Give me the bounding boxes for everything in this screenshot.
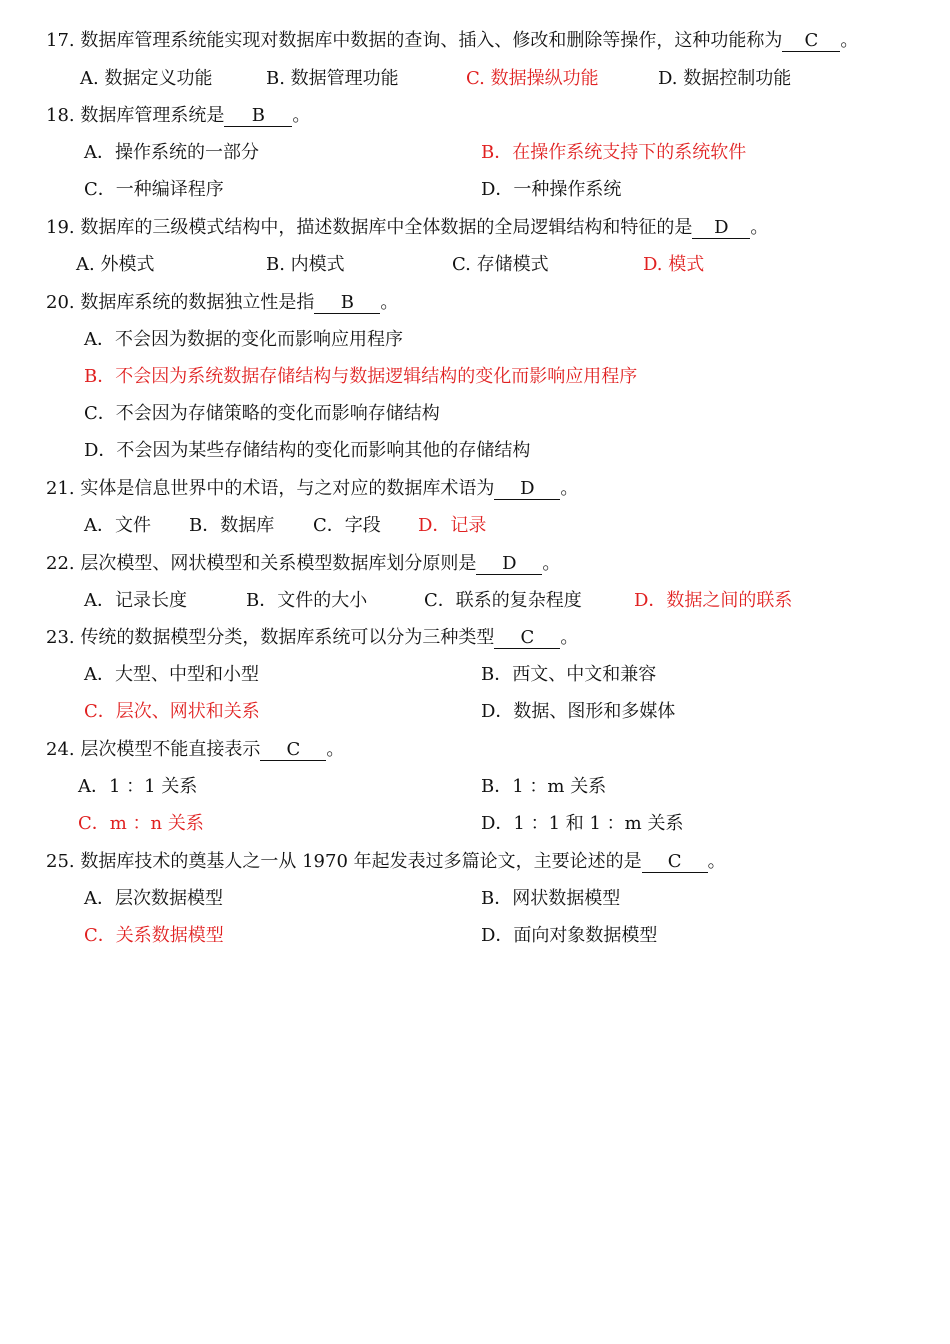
option-23-b: B．西文、中文和兼容 <box>481 664 657 685</box>
question-24-stem <box>46 739 344 761</box>
question-number: 20. <box>46 292 75 313</box>
option-21-c: C．字段 <box>313 515 381 536</box>
question-22-stem <box>46 553 560 575</box>
option-22-b: B．文件的大小 <box>246 590 368 611</box>
question-end: 。 <box>380 292 399 313</box>
answer-blank: B <box>224 106 292 127</box>
option-19-c: C. 存储模式 <box>452 254 549 275</box>
question-number: 24. <box>46 739 75 760</box>
question-text: 数据库管理系统能实现对数据库中数据的查询、插入、修改和删除等操作，这种功能称为 <box>80 30 783 51</box>
question-end: 。 <box>326 739 345 760</box>
question-end: 。 <box>707 851 726 872</box>
question-text: 数据库管理系统是 <box>80 105 225 126</box>
question-number: 23. <box>46 627 75 648</box>
option-19-d: D. 模式 <box>643 254 705 275</box>
option-17-d: D. 数据控制功能 <box>658 68 792 89</box>
option-25-d: D．面向对象数据模型 <box>481 925 658 946</box>
question-text: 层次模型、网状模型和关系模型数据库划分原则是 <box>80 553 477 574</box>
question-text: 实体是信息世界中的术语，与之对应的数据库术语为 <box>80 478 495 499</box>
option-23-c: C．层次、网状和关系 <box>84 701 260 722</box>
question-number: 25. <box>46 851 75 872</box>
option-20-d: D．不会因为某些存储结构的变化而影响其他的存储结构 <box>84 440 531 461</box>
question-text: 传统的数据模型分类，数据库系统可以分为三种类型 <box>80 627 495 648</box>
question-text: 数据库的三级模式结构中，描述数据库中全体数据的全局逻辑结构和特征的是 <box>80 217 693 238</box>
option-20-c: C．不会因为存储策略的变化而影响存储结构 <box>84 403 440 424</box>
question-18-stem <box>46 105 310 127</box>
option-23-d: D．数据、图形和多媒体 <box>481 701 676 722</box>
question-text: 层次模型不能直接表示 <box>80 739 261 760</box>
option-21-b: B．数据库 <box>189 515 275 536</box>
answer-blank: C <box>494 628 560 649</box>
question-end: 。 <box>292 105 311 126</box>
question-25-stem <box>46 851 726 873</box>
option-25-b: B．网状数据模型 <box>481 888 621 909</box>
answer-blank: C <box>260 740 326 761</box>
option-17-a: A. 数据定义功能 <box>80 68 213 89</box>
option-25-a: A．层次数据模型 <box>84 888 223 909</box>
option-18-a: A．操作系统的一部分 <box>84 142 259 163</box>
answer-blank: D <box>476 554 542 575</box>
option-24-c: C．m ：n 关系 <box>78 813 204 834</box>
option-17-c: C. 数据操纵功能 <box>466 68 599 89</box>
option-24-a: A．1 ：1 关系 <box>78 776 198 797</box>
option-22-d: D．数据之间的联系 <box>634 590 793 611</box>
option-24-b: B．1 ：m 关系 <box>481 776 607 797</box>
question-23-stem <box>46 627 578 649</box>
option-22-a: A．记录长度 <box>84 590 187 611</box>
option-20-b: B．不会因为系统数据存储结构与数据逻辑结构的变化而影响应用程序 <box>84 366 638 387</box>
question-end: 。 <box>542 553 561 574</box>
question-number: 21. <box>46 478 75 499</box>
question-end: 。 <box>560 478 579 499</box>
option-24-d: D．1 ：1 和 1 ：m 关系 <box>481 813 684 834</box>
question-end: 。 <box>750 217 769 238</box>
option-21-d: D．记录 <box>418 515 487 536</box>
answer-blank: C <box>642 852 708 873</box>
answer-blank: C <box>782 31 840 52</box>
option-17-b: B. 数据管理功能 <box>266 68 399 89</box>
option-18-b: B．在操作系统支持下的系统软件 <box>481 142 747 163</box>
question-number: 18. <box>46 105 75 126</box>
question-end: 。 <box>560 627 579 648</box>
option-22-c: C．联系的复杂程度 <box>424 590 582 611</box>
question-20-stem <box>46 292 398 314</box>
question-end: 。 <box>840 30 859 51</box>
question-number: 17. <box>46 30 75 51</box>
question-number: 22. <box>46 553 75 574</box>
answer-blank: D <box>494 479 560 500</box>
question-19-stem <box>46 217 768 239</box>
option-25-c: C．关系数据模型 <box>84 925 224 946</box>
option-20-a: A．不会因为数据的变化而影响应用程序 <box>84 329 403 350</box>
question-text: 数据库技术的奠基人之一从 1970 年起发表过多篇论文，主要论述的是 <box>80 851 642 872</box>
option-23-a: A．大型、中型和小型 <box>84 664 259 685</box>
question-text: 数据库系统的数据独立性是指 <box>80 292 315 313</box>
question-21-stem <box>46 478 578 500</box>
option-21-a: A．文件 <box>84 515 151 536</box>
option-18-d: D．一种操作系统 <box>481 179 622 200</box>
option-18-c: C．一种编译程序 <box>84 179 224 200</box>
question-number: 19. <box>46 217 75 238</box>
question-17-stem <box>46 30 858 52</box>
answer-blank: D <box>692 218 750 239</box>
option-19-b: B. 内模式 <box>266 254 345 275</box>
option-19-a: A. 外模式 <box>76 254 155 275</box>
answer-blank: B <box>314 293 380 314</box>
